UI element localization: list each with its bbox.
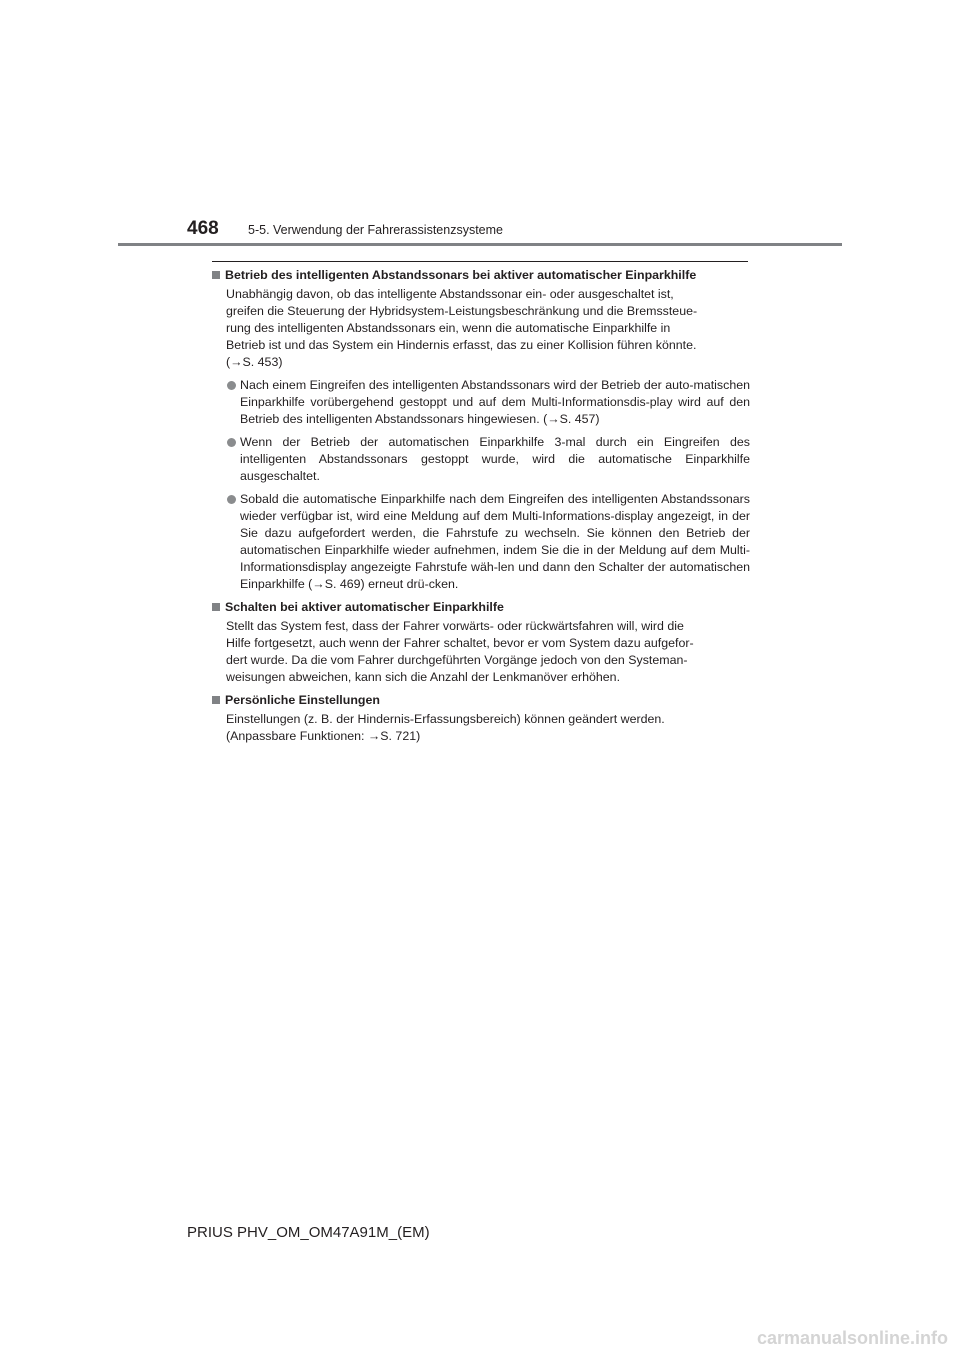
paragraph <box>210 286 750 371</box>
bullet-text: Nach einem Eingreifen des intelligenten Abstandssonars wird der Betrieb der auto-matischen Einparkhilfe vorübergehend gestoppt und auf dem Multi-Informationsdis-play wird auf den Betrieb des intelligenten Abstandssonars hingewiesen. (→S. 457) <box>240 378 750 426</box>
section-heading <box>210 692 750 709</box>
footer-doc-code: PRIUS PHV_OM_OM47A91M_(EM) <box>187 1224 430 1241</box>
paragraph <box>210 618 750 686</box>
bullet-text: Sobald die automatische Einparkhilfe nach dem Eingreifen des intelligenten Abstandssonars wieder verfügbar ist, wird eine Meldung auf dem Multi-Informations-display angezeigt, in der Sie dazu aufgefordert werden, die Fahrstufe zu wechseln. Sie können den Betrieb der automatischen Einparkhilfe wieder aufnehmen, indem Sie die in der Meldung auf dem Multi-Informationsdisplay angezeigte Fahrstufe wäh-len und dann den Schalter der automatischen Einparkhilfe (→S. 469) erneut drü-cken. <box>240 492 750 591</box>
bullet-item <box>210 491 750 593</box>
content-body <box>210 267 750 749</box>
bullet-item <box>210 434 750 485</box>
bullet-item <box>210 377 750 428</box>
separator-rule <box>212 261 748 262</box>
header-rule <box>118 243 842 246</box>
text-line: greifen die Steuerung der Hybridsystem-Leistungsbeschränkung und die Bremssteue- <box>226 304 698 318</box>
text-line: dert wurde. Da die vom Fahrer durchgeführten Vorgänge jedoch von den Systeman- <box>226 653 688 667</box>
circle-bullet-icon <box>227 438 236 447</box>
bullet-text: Wenn der Betrieb der automatischen Einparkhilfe 3-mal durch ein Eingreifen des intelligenten Abstandssonars gestoppt wurde, wird die automatische Einparkhilfe ausgeschaltet. <box>240 435 750 483</box>
text-line: weisungen abweichen, kann sich die Anzahl der Lenkmanöver erhöhen. <box>226 670 621 684</box>
text-line: rung des intelligenten Abstandssonars ein, wenn die automatische Einparkhilfe in <box>226 321 671 335</box>
text-line: Hilfe fortgesetzt, auch wenn der Fahrer schaltet, bevor er vom System dazu aufgefor- <box>226 636 694 650</box>
square-bullet-icon <box>212 271 220 279</box>
heading-text: Schalten bei aktiver automatischer Einparkhilfe <box>225 600 504 614</box>
text-line: Unabhängig davon, ob das intelligente Abstandssonar ein- oder ausgeschaltet ist, <box>226 287 674 301</box>
section-heading <box>210 599 750 616</box>
text-line: (→S. 453) <box>226 355 283 369</box>
watermark: carmanualsonline.info <box>756 1328 948 1348</box>
section-intelligent-sonar <box>210 267 750 593</box>
section-personal-settings <box>210 692 750 745</box>
section-shifting <box>210 599 750 686</box>
text-line: Betrieb ist und das System ein Hindernis erfasst, das zu einer Kollision führen könnte. <box>226 338 697 352</box>
page-number: 468 <box>187 218 219 239</box>
section-heading <box>210 267 750 284</box>
circle-bullet-icon <box>227 381 236 390</box>
square-bullet-icon <box>212 696 220 704</box>
text-line: (Anpassbare Funktionen: →S. 721) <box>226 729 421 743</box>
square-bullet-icon <box>212 603 220 611</box>
section-title: 5-5. Verwendung der Fahrerassistenzsysteme <box>248 223 503 237</box>
text-line: Einstellungen (z. B. der Hindernis-Erfassungsbereich) können geändert werden. <box>226 712 665 726</box>
heading-text: Betrieb des intelligenten Abstandssonars bei aktiver automatischer Einparkhilfe <box>225 268 697 282</box>
heading-text: Persönliche Einstellungen <box>225 693 380 707</box>
circle-bullet-icon <box>227 495 236 504</box>
paragraph <box>210 711 750 745</box>
text-line: Stellt das System fest, dass der Fahrer vorwärts- oder rückwärtsfahren will, wird die <box>226 619 684 633</box>
